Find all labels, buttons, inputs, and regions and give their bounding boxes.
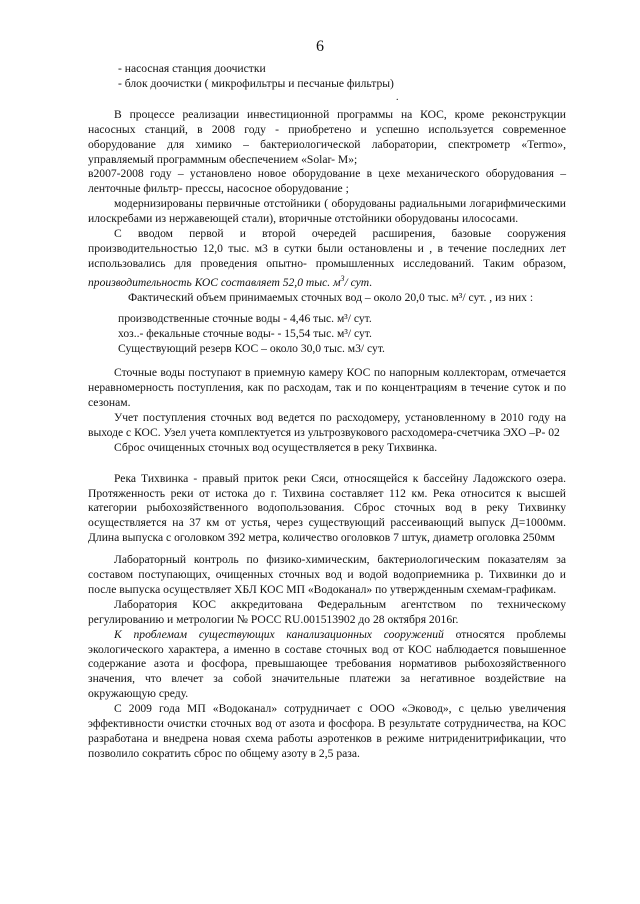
flow-household: хоз..- фекальные сточные воды- - 15,54 тыс. м³/ сут.: [118, 327, 372, 341]
paragraph-tikhvinka-river: Река Тихвинка - правый приток реки Сяси, относящейся к бассейну Ладожского озера. Протяженность реки от истока до г. Тихвина составляет 112 км. Река относится к высшей категории рыбохозяйственного водопользования. Сброс сточных вод в реку Тихвинку осуществляется на 37 км от устья, через существующий рассеивающий выпуск Д=1000мм. Длина выпуска с оголовком 392 метра, количество оголовков 7 штук, диаметр оголовка 250мм: [88, 471, 566, 545]
flow-reserve: Существующий резерв КОС – около 30,0 тыс. м3/ сут.: [118, 342, 385, 356]
flow-industrial: производственные сточные воды - 4,46 тыс. м³/ сут.: [118, 312, 372, 326]
paragraph-investment-program: В процессе реализации инвестиционной программы на КОС, кроме реконструкции насосных станций, в 2008 году - приобретено и успешно используется современное оборудование для химико – бактериологической лаборатории, спектрометр «Termo», управляемый программным обеспечением «Solar- M»;: [88, 107, 566, 166]
paragraph-inflow: Сточные воды поступают в приемную камеру КОС по напорным коллекторам, отмечается неравномерность поступления, как по расходам, так и по концентрациям в течение суток и по сезонам.: [88, 366, 566, 409]
paragraph-metering: Учет поступления сточных вод ведется по расходомеру, установленному в 2010 году на выходе с КОС. Узел учета комплектуется из ультрозвукового расходомера-счетчика ЭХО –Р- 02: [88, 410, 566, 439]
list-item-filter-block: - блок доочистки ( микрофильтры и песчаные фильтры): [118, 76, 394, 90]
stray-mark: .: [396, 92, 399, 103]
page-body: [88, 62, 566, 762]
paragraph-problems: [88, 628, 566, 703]
list-item-pump-station: - насосная станция доочистки: [118, 62, 266, 75]
capacity-text: С вводом первой и второй очередей расширения, базовые сооружения производительностью 12,0 тыс. м3 в сутки были остановлены и , в течение последних лет использовались для проведения опытно- промышленных исследований. Таким образом,: [88, 227, 566, 270]
paragraph-primary-settlers: модернизированы первичные отстойники ( оборудованы радиальными логарифмическими илоскребами из нержавеющей стали), вторичные отстойники оборудованы илососами.: [88, 197, 566, 226]
problems-text: относятся проблемы экологического характера, а именно в составе сточных вод от КОС наблюдается повышенное содержание азота и фосфора, превышающее требования нормативов рыбохозяйственного значения, что влечет за собой значительные платежи за негативное воздействие на окружающую среду.: [88, 627, 566, 701]
paragraph-actual-volume: Фактический объем принимаемых сточных вод – около 20,0 тыс. м³/ сут. , из них :: [128, 290, 534, 304]
paragraph-capacity: [88, 227, 566, 290]
paragraph-mechanical-equipment: в2007-2008 году – установлено новое оборудование в цехе механического оборудования – ленточные фильтр- прессы, насосное оборудование ;: [88, 167, 566, 196]
paragraph-ekovod: С 2009 года МП «Водоканал» сотрудничает с ООО «Эковод», с целью увеличения эффективности очистки сточных вод от азота и фосфора. В результате сотрудничества, на КОС разработана и внедрена новая схема работы аэротенков в режиме нитриденитрификации, что позволило сократить сброс по общему азоту в 2,5 раза.: [88, 702, 566, 760]
paragraph-lab-accreditation: Лаборатория КОС аккредитована Федеральным агентством по техническому регулированию и метрологии № РОСС RU.001513902 до 28 октября 2016г.: [88, 597, 566, 626]
paragraph-discharge: Сброс очищенных сточных вод осуществляется в реку Тихвинка.: [114, 440, 438, 454]
problems-italic: К проблемам существующих канализационных сооружений: [114, 627, 444, 641]
page-number: 6: [316, 38, 324, 55]
paragraph-lab-control: Лабораторный контроль по физико-химическим, бактериологическим показателям за составом поступающих, очищенных сточных вод и водой водоприемника р. Тихвинки до и после выпуска осуществляет ХБЛ КОС МП «Водоканал» по утвержденным схемам-графикам.: [88, 553, 566, 596]
capacity-italic: производительность КОС составляет 52,0 тыс. $м^3/$ сут.: [88, 273, 373, 289]
